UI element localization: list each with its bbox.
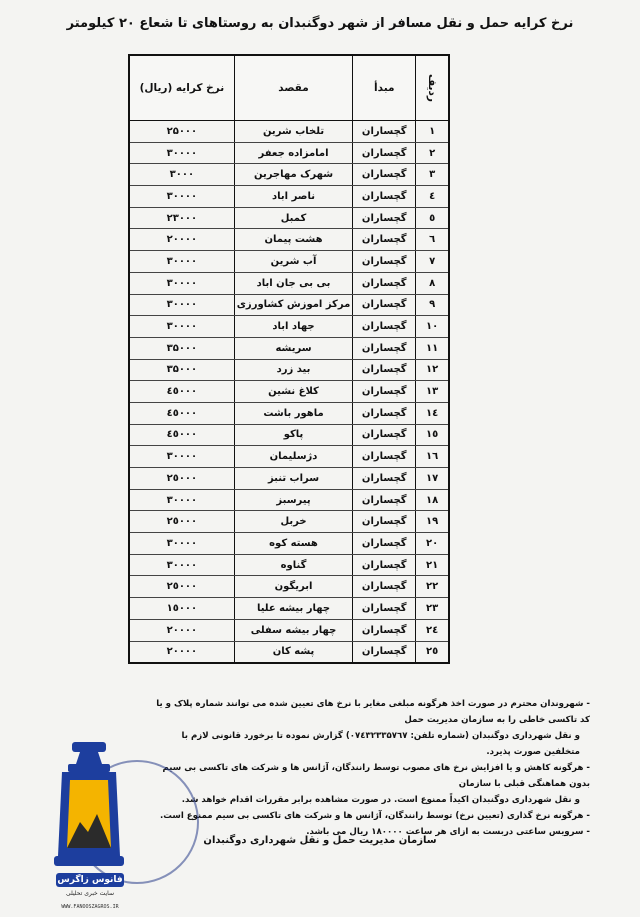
row-destination: گناوه	[234, 554, 353, 576]
row-origin: گچساران	[353, 619, 416, 641]
row-index: ۱	[416, 121, 449, 143]
row-index: ۱٥	[416, 424, 449, 446]
row-origin: گچساران	[353, 402, 416, 424]
table-row	[129, 402, 449, 424]
row-fare: ۱٥۰۰۰	[129, 598, 234, 620]
footer-organization: سازمان مدیریت حمل و نقل شهرداری دوگنبدان	[203, 835, 437, 846]
row-fare: ۲٥۰۰۰	[129, 468, 234, 490]
row-origin: گچساران	[353, 598, 416, 620]
row-fare: ۲۳۰۰۰	[129, 207, 234, 229]
table-row	[129, 619, 449, 641]
table-row	[129, 316, 449, 338]
row-origin: گچساران	[353, 251, 416, 273]
row-destination: کمبل	[234, 207, 353, 229]
row-destination: آب شرین	[234, 251, 353, 273]
row-fare: ۲۰۰۰۰	[129, 229, 234, 251]
row-destination: جهاد اباد	[234, 316, 353, 338]
table-row	[129, 186, 449, 208]
note-line: - شهروندان محترم در صورت اخذ هرگونه مبلغی مغایر با نرخ های تعیین شده می توانند شماره پلاک و یا کد تاکسی خاطی را به سازمان مدیریت حمل	[156, 699, 590, 725]
row-index: ۱۱	[416, 337, 449, 359]
table-row	[129, 446, 449, 468]
row-destination: ناصر اباد	[234, 186, 353, 208]
row-index: ۷	[416, 251, 449, 273]
note-line: - هرگونه کاهش و یا افزایش نرخ های مصوب توسط رانندگان، آژانس ها و شرکت های تاکسی بی سیم بدون هماهنگی قبلی با سازمان	[162, 763, 590, 789]
table-header-row	[129, 55, 449, 121]
header-index: ردیف	[416, 55, 449, 121]
table-row	[129, 641, 449, 663]
row-fare: ٤٥۰۰۰	[129, 424, 234, 446]
row-destination: هسته کوه	[234, 533, 353, 555]
row-fare: ۲۰۰۰۰	[129, 641, 234, 663]
row-index: ۱٦	[416, 446, 449, 468]
row-index: ۱۳	[416, 381, 449, 403]
row-destination: کلاغ نشین	[234, 381, 353, 403]
row-index: ۸	[416, 272, 449, 294]
row-origin: گچساران	[353, 489, 416, 511]
row-origin: گچساران	[353, 272, 416, 294]
row-destination: بی بی جان اباد	[234, 272, 353, 294]
row-origin: گچساران	[353, 446, 416, 468]
table-row	[129, 229, 449, 251]
row-destination: ماهور باشت	[234, 402, 353, 424]
row-origin: گچساران	[353, 186, 416, 208]
document-title: نرخ کرایه حمل و نقل مسافر از شهر دوگنبدان به روستاهای تا شعاع ۲۰ کیلومتر	[66, 16, 574, 31]
table-row	[129, 489, 449, 511]
row-origin: گچساران	[353, 207, 416, 229]
row-destination: هشت پیمان	[234, 229, 353, 251]
row-fare: ۳۰۰۰۰	[129, 142, 234, 164]
row-origin: گچساران	[353, 468, 416, 490]
note-line: و نقل شهرداری دوگنبدان (شماره تلفن: ۰۷٤۳۲۳۳۵۷٦۷) گزارش نموده تا برخورد قانونی لازم با متخلفین صورت پذیرد.	[181, 731, 580, 757]
row-index: ۲۱	[416, 554, 449, 576]
row-origin: گچساران	[353, 164, 416, 186]
row-fare: ۳۰۰۰۰	[129, 272, 234, 294]
row-destination: دژسلیمان	[234, 446, 353, 468]
note-line: - سرویس ساعتی دربست به ازای هر ساعت ۱۸۰۰۰۰ ریال می باشد.	[306, 827, 590, 837]
row-index: ۲۰	[416, 533, 449, 555]
table-row	[129, 359, 449, 381]
table-row	[129, 554, 449, 576]
table-row	[129, 207, 449, 229]
table-row	[129, 424, 449, 446]
note-line: - هرگونه نرخ گذاری (تعیین نرخ) توسط رانندگان، آژانس ها و شرکت های تاکسی بی سیم ممنوع است.	[160, 811, 590, 821]
table-row	[129, 251, 449, 273]
row-index: ۲۳	[416, 598, 449, 620]
row-fare: ۳۰۰۰۰	[129, 446, 234, 468]
watermark-url: WWW.FANOOSZAGROS.IR	[61, 904, 119, 910]
table-row	[129, 511, 449, 533]
row-destination: مرکز اموزش کشاورزی	[234, 294, 353, 316]
row-origin: گچساران	[353, 121, 416, 143]
row-origin: گچساران	[353, 533, 416, 555]
header-fare: نرخ کرایه (ریال)	[129, 55, 234, 121]
row-fare: ۲٥۰۰۰	[129, 576, 234, 598]
watermark-subtitle: سایت خبری تحلیلی	[65, 890, 115, 897]
row-origin: گچساران	[353, 576, 416, 598]
row-destination: چهار بیشه علیا	[234, 598, 353, 620]
row-index: ۳	[416, 164, 449, 186]
row-origin: گچساران	[353, 359, 416, 381]
row-fare: ۳۰۰۰۰	[129, 316, 234, 338]
row-fare: ۳۰۰۰	[129, 164, 234, 186]
row-index: ٦	[416, 229, 449, 251]
row-origin: گچساران	[353, 316, 416, 338]
row-destination: پشه کان	[234, 641, 353, 663]
header-origin: مبدأ	[353, 55, 416, 121]
row-destination: ابریگون	[234, 576, 353, 598]
row-origin: گچساران	[353, 381, 416, 403]
row-origin: گچساران	[353, 511, 416, 533]
row-destination: شهرک مهاجرین	[234, 164, 353, 186]
row-index: ۱۰	[416, 316, 449, 338]
row-fare: ٤٥۰۰۰	[129, 402, 234, 424]
table-row	[129, 576, 449, 598]
row-fare: ۲۵۰۰۰	[129, 121, 234, 143]
row-index: ۱۹	[416, 511, 449, 533]
table-row	[129, 272, 449, 294]
watermark-name: فانوس زاگرس	[57, 875, 123, 885]
fare-table	[128, 54, 450, 664]
table-row	[129, 142, 449, 164]
row-destination: چهار بیشه سفلی	[234, 619, 353, 641]
row-fare: ۳۵۰۰۰	[129, 359, 234, 381]
row-fare: ۳۰۰۰۰	[129, 489, 234, 511]
note-line: و نقل شهرداری دوگنبدان اکیداً ممنوع است. در صورت مشاهده برابر مقررات اقدام خواهد شد.	[181, 795, 580, 805]
row-index: ۹	[416, 294, 449, 316]
row-fare: ۳۰۰۰۰	[129, 554, 234, 576]
row-index: ۱۲	[416, 359, 449, 381]
row-fare: ۳۰۰۰۰	[129, 533, 234, 555]
row-destination: خربل	[234, 511, 353, 533]
row-fare: ٤٥۰۰۰	[129, 381, 234, 403]
row-fare: ۳۰۰۰۰	[129, 294, 234, 316]
table-row	[129, 337, 449, 359]
table-row	[129, 468, 449, 490]
row-origin: گچساران	[353, 641, 416, 663]
row-origin: گچساران	[353, 554, 416, 576]
row-destination: پاکو	[234, 424, 353, 446]
row-destination: سریشه	[234, 337, 353, 359]
row-index: ۲۲	[416, 576, 449, 598]
row-index: ۱۸	[416, 489, 449, 511]
row-fare: ۲۰۰۰۰	[129, 619, 234, 641]
row-index: ۱۷	[416, 468, 449, 490]
header-destination: مقصد	[234, 55, 353, 121]
row-index: ٤	[416, 186, 449, 208]
row-index: ۲٤	[416, 619, 449, 641]
table-row	[129, 164, 449, 186]
notes-section	[150, 696, 590, 840]
row-destination: تلخاب شرین	[234, 121, 353, 143]
row-destination: امامزاده جعفر	[234, 142, 353, 164]
row-fare: ۳۵۰۰۰	[129, 337, 234, 359]
row-destination: بید زرد	[234, 359, 353, 381]
row-origin: گچساران	[353, 424, 416, 446]
row-index: ۲٥	[416, 641, 449, 663]
row-origin: گچساران	[353, 229, 416, 251]
row-origin: گچساران	[353, 294, 416, 316]
table-row	[129, 294, 449, 316]
row-index: ۱٤	[416, 402, 449, 424]
row-index: ٥	[416, 207, 449, 229]
table-row	[129, 533, 449, 555]
row-index: ۲	[416, 142, 449, 164]
row-origin: گچساران	[353, 142, 416, 164]
row-origin: گچساران	[353, 337, 416, 359]
row-fare: ۳۰۰۰۰	[129, 251, 234, 273]
row-fare: ۲٥۰۰۰	[129, 511, 234, 533]
table-row	[129, 598, 449, 620]
row-fare: ۳۰۰۰۰	[129, 186, 234, 208]
row-destination: پیرسبز	[234, 489, 353, 511]
table-row	[129, 381, 449, 403]
row-destination: سراب تنبز	[234, 468, 353, 490]
table-row	[129, 121, 449, 143]
